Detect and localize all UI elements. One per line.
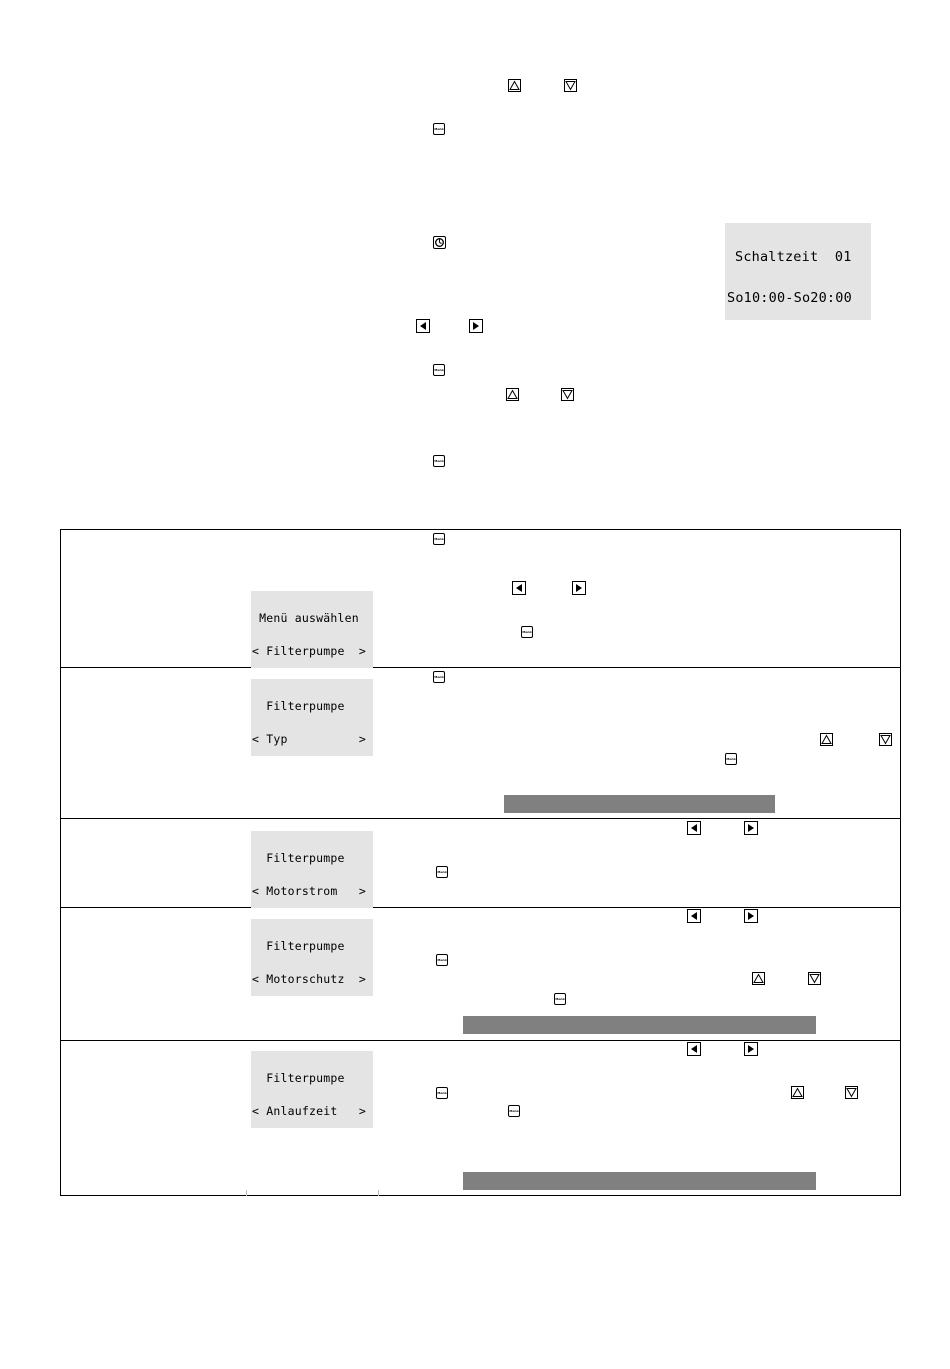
table-row-divider [60, 818, 901, 819]
left-arrow-key-icon [687, 1042, 701, 1056]
lcd-line-2: < Motorstrom > [252, 884, 366, 898]
left-arrow-key-icon [687, 821, 701, 835]
lcd-display-filterpumpe-anlaufzeit [251, 1051, 373, 1128]
left-arrow-key-icon [687, 909, 701, 923]
menu-key-icon: Menü [436, 1087, 448, 1099]
down-arrow-key-icon [561, 388, 574, 401]
lcd-line-2: < Anlaufzeit > [252, 1104, 366, 1118]
menu-key-icon: Menü [554, 993, 566, 1005]
right-arrow-key-icon [744, 821, 758, 835]
left-arrow-key-icon [416, 319, 430, 333]
clock-key-icon [433, 236, 446, 249]
lcd-line-1: Schaltzeit 01 [735, 249, 852, 265]
up-arrow-key-icon [820, 733, 833, 746]
column-divider-faint [378, 1190, 379, 1196]
lcd-display-schaltzeit [725, 223, 871, 320]
lcd-line-1: Menü auswählen [252, 611, 359, 625]
menu-key-icon: Menü [521, 626, 533, 638]
column-divider-faint [246, 1190, 247, 1196]
lcd-line-1: Filterpumpe [252, 699, 345, 713]
redacted-bar [463, 1016, 816, 1034]
lcd-display-menu-auswaehlen [251, 591, 373, 668]
down-arrow-key-icon [845, 1086, 858, 1099]
menu-key-icon: Menü [433, 671, 445, 683]
lcd-display-filterpumpe-typ [251, 679, 373, 756]
lcd-line-2: < Motorschutz > [252, 972, 366, 986]
up-arrow-key-icon [506, 388, 519, 401]
lcd-line-1: Filterpumpe [252, 851, 345, 865]
down-arrow-key-icon [564, 79, 577, 92]
menu-key-icon: Menü [433, 364, 445, 376]
menu-key-icon: Menü [725, 753, 737, 765]
down-arrow-key-icon [808, 972, 821, 985]
instruction-table [60, 529, 901, 1196]
menu-key-icon: Menü [433, 533, 445, 545]
menu-key-icon: Menü [433, 123, 445, 135]
menu-key-icon: Menü [436, 866, 448, 878]
right-arrow-key-icon [572, 581, 586, 595]
up-arrow-key-icon [791, 1086, 804, 1099]
lcd-display-filterpumpe-motorstrom [251, 831, 373, 908]
right-arrow-key-icon [469, 319, 483, 333]
menu-key-icon: Menü [508, 1105, 520, 1117]
right-arrow-key-icon [744, 1042, 758, 1056]
left-arrow-key-icon [512, 581, 526, 595]
menu-key-icon: Menü [436, 954, 448, 966]
redacted-bar [463, 1172, 816, 1190]
right-arrow-key-icon [744, 909, 758, 923]
table-row-divider [60, 1040, 901, 1041]
up-arrow-key-icon [508, 79, 521, 92]
menu-key-icon: Menü [433, 455, 445, 467]
redacted-bar [504, 795, 775, 813]
up-arrow-key-icon [752, 972, 765, 985]
down-arrow-key-icon [879, 733, 892, 746]
lcd-line-2: < Typ > [252, 732, 366, 746]
lcd-line-1: Filterpumpe [252, 939, 345, 953]
lcd-display-filterpumpe-motorschutz [251, 919, 373, 996]
table-row-divider [60, 907, 901, 908]
table-row-divider [60, 667, 901, 668]
lcd-line-1: Filterpumpe [252, 1071, 345, 1085]
lcd-line-2: So10:00-So20:00 [727, 289, 852, 306]
lcd-line-2: < Filterpumpe > [252, 644, 366, 658]
